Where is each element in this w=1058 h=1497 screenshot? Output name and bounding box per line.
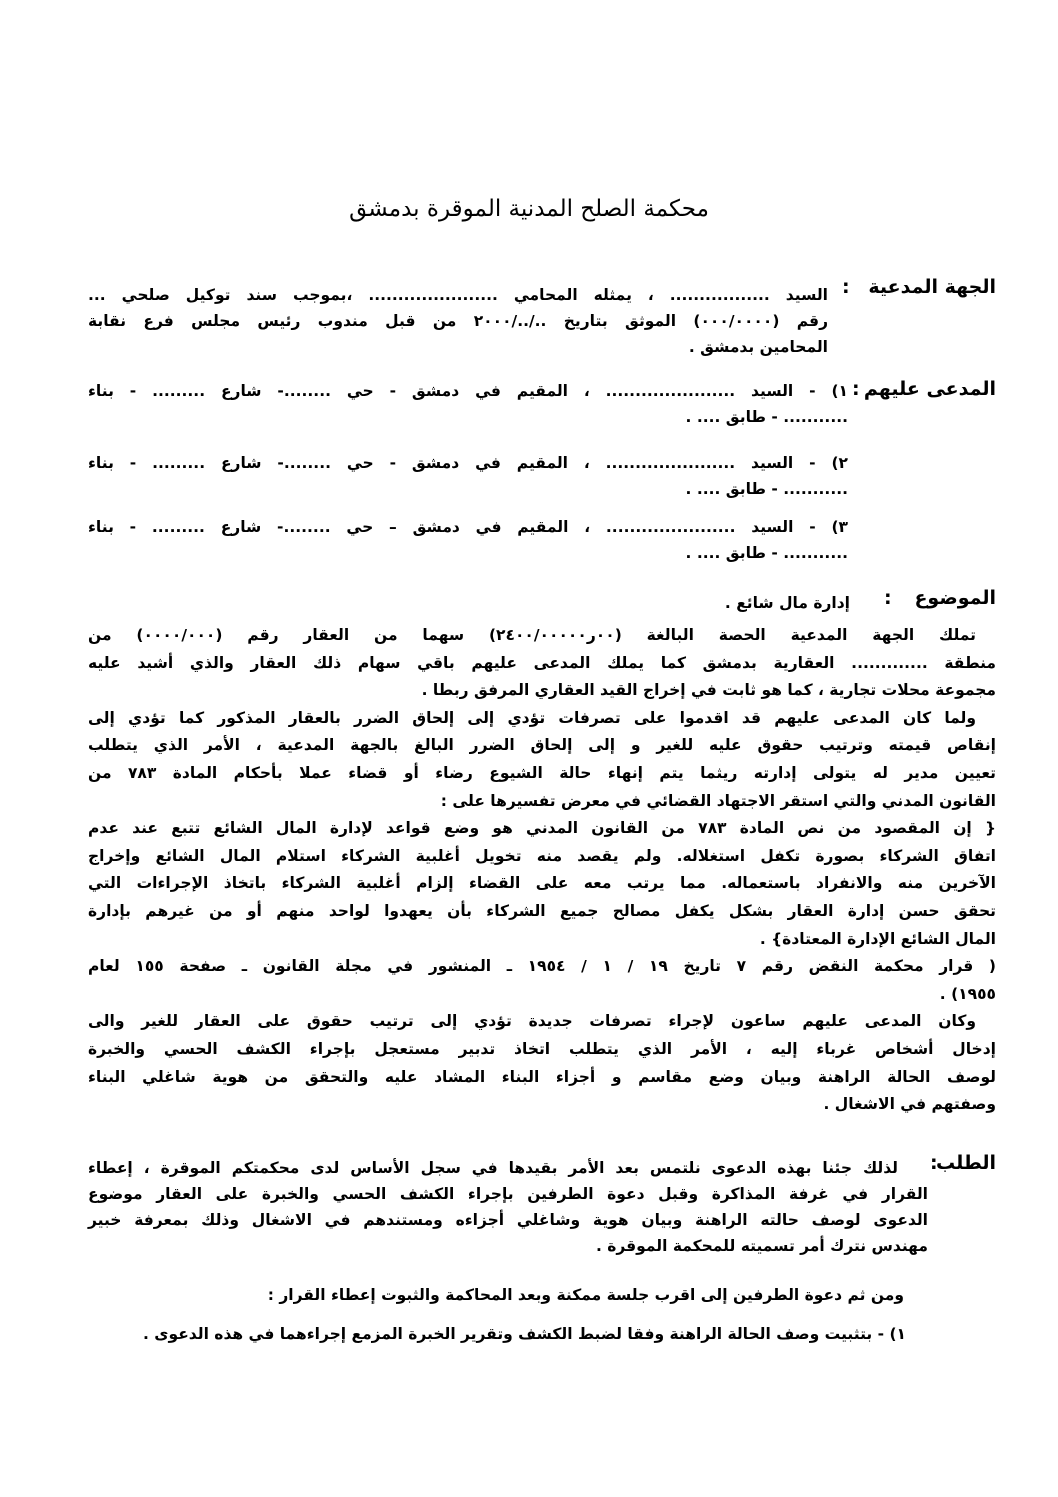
- request-line: الدعوى لوصف حالته الراهنة وبيان هوية وشاغلي أجزاءه ومستندهم في الاشغال وذلك بمعرفة خبير: [88, 1211, 928, 1229]
- defendant-address: ١) - السيد ...................... ، المقيم في دمشق - حي ........- شارع ......... - بناء: [88, 382, 848, 400]
- body-line: تعيين مدير له يتولى إدارته ريثما يتم إنهاء حالة الشيوع رضاء أو قضاء عملا بأحكام المادة ٧٨٣ من: [88, 763, 996, 782]
- plaintiff-details: [88, 282, 828, 360]
- defendants-label: المدعى عليهم: [863, 378, 996, 400]
- defendant-1: [88, 378, 848, 430]
- defendant-3: [88, 514, 848, 566]
- plaintiff-line: السيد ................. ، يمثله المحامي ...................... ،بموجب سند توكيل صلحي ...: [88, 286, 828, 304]
- request-item-1-text: ١) - بتثبيت وصف الحالة الراهنة وفقا لضبط الكشف وتقرير الخبرة المزمع إجراءهما في هذه الدعوى .: [143, 1325, 906, 1343]
- request-label: الطلب: [935, 1152, 996, 1174]
- body-line: المال الشائع الإدارة المعتادة} .: [759, 929, 996, 948]
- body-text: [88, 622, 996, 1119]
- body-line: لوصف الحالة الراهنة وبيان وضع مقاسم و أجزاء البناء المشاد عليه والتحقق من هوية شاغلي البناء: [88, 1067, 996, 1086]
- body-line: تحقق حسن إدارة العقار بشكل يكفل مصالح جميع الشركاء بأن يعهدوا لواحد منهم أو من غيرهم بإدارة: [88, 901, 996, 920]
- body-line: اتفاق الشركاء بصورة تكفل استغلاله. ولم يقصد منه تخويل أغلبية الشركاء استلام المال الشائع وإخراج: [88, 846, 996, 865]
- request-line: لذلك جئنا بهذه الدعوى نلتمس بعد الأمر بقيدها في سجل الأساس لدى محكمتكم الموقرة ، إعطاء: [88, 1159, 898, 1177]
- body-line: وصفتهم في الاشغال .: [823, 1095, 996, 1114]
- body-line: تملك الجهة المدعية الحصة البالغة (٠٠ر٢٤٠٠/٠٠٠٠٠) سهما من العقار رقم (٠٠٠٠/٠٠٠) من: [88, 626, 976, 644]
- request-colon: :: [930, 1152, 938, 1174]
- body-line: { إن المقصود من نص المادة ٧٨٣ من القانون المدني هو وضع قواعد لإدارة المال الشائع تتبع عند عدم: [88, 819, 996, 838]
- body-line: إدخال أشخاص غرباء إليه ، الأمر الذي يتطلب اتخاذ تدبير مستعجل بإجراء الكشف الحسي والخبرة: [88, 1039, 996, 1058]
- body-line: القانون المدني والتي استقر الاجتهاد القضائي في معرض تفسيرها على :: [440, 791, 996, 810]
- body-line: ( قرار محكمة النقض رقم ٧ تاريخ ١٩ / ١ / ١٩٥٤ ـ المنشور في مجلة القانون ـ صفحة ١٥٥ لعام: [88, 957, 996, 976]
- subject-colon: :: [884, 587, 892, 609]
- subject-label: الموضوع: [914, 587, 996, 609]
- defendants-colon: :: [852, 378, 860, 400]
- defendant-floor: ........... - طابق .... .: [685, 480, 848, 498]
- defendant-address: ٢) - السيد ...................... ، المقيم في دمشق - حي ........- شارع ......... - بناء: [88, 454, 848, 472]
- request-then-text: ومن ثم دعوة الطرفين إلى اقرب جلسة ممكنة وبعد المحاكمة والثبوت إعطاء القرار :: [267, 1286, 904, 1304]
- court-title: محكمة الصلح المدنية الموقرة بدمشق: [349, 196, 709, 222]
- plaintiff-line: رقم (٠٠٠/٠٠٠٠) الموثق بتاريخ ../../٢٠٠٠ من قبل مندوب رئيس مجلس فرع نقابة: [88, 312, 828, 330]
- body-line: ١٩٥٥) .: [939, 984, 996, 1003]
- request-text: [88, 1155, 928, 1259]
- plaintiff-colon: :: [842, 276, 850, 298]
- request-line: مهندس نترك أمر تسميته للمحكمة الموقرة .: [595, 1237, 928, 1255]
- body-line: الآخرين منه والانفراد باستعماله. مما يرتب معه على القضاء إلزام أغلبية الشركاء باتخاذ الإجراءات التي: [88, 874, 996, 893]
- subject-text: [500, 590, 850, 616]
- defendant-2: [88, 450, 848, 502]
- plaintiff-line: المحامين بدمشق .: [688, 338, 828, 356]
- defendant-address: ٣) - السيد ...................... ، المقيم في دمشق – حي ........- شارع ......... - بناء: [88, 518, 848, 536]
- body-line: منطقة ............. العقارية بدمشق كما يملك المدعى عليهم باقي سهام ذلك العقار والذي أشيد عليه: [88, 653, 996, 672]
- body-line: ولما كان المدعى عليهم قد اقدموا على تصرفات تؤدي إلى إلحاق الضرر بالعقار المذكور كما تؤدي إلى: [88, 708, 976, 727]
- subject-value: إدارة مال شائع .: [724, 594, 850, 612]
- request-item-1: [88, 1321, 906, 1347]
- body-line: إنقاص قيمته وترتيب حقوق عليه للغير و إلى إلحاق الضرر البالغ بالجهة المدعية ، الأمر الذي يتطلب: [88, 736, 996, 755]
- body-line: مجموعة محلات تجارية ، كما هو ثابت في إخراج القيد العقاري المرفق ربطا .: [421, 681, 996, 700]
- defendant-floor: ........... - طابق .... .: [685, 544, 848, 562]
- defendant-floor: ........... - طابق .... .: [685, 408, 848, 426]
- body-line: وكان المدعى عليهم ساعون لإجراء تصرفات جديدة تؤدي إلى ترتيب حقوق على العقار للغير والى: [88, 1012, 976, 1031]
- plaintiff-label: الجهة المدعية: [868, 276, 996, 298]
- request-line: القرار في غرفة المذاكرة وقبل دعوة الطرفين بإجراء الكشف الحسي والخبرة على العقار موضوع: [88, 1185, 928, 1203]
- request-then: [88, 1282, 904, 1308]
